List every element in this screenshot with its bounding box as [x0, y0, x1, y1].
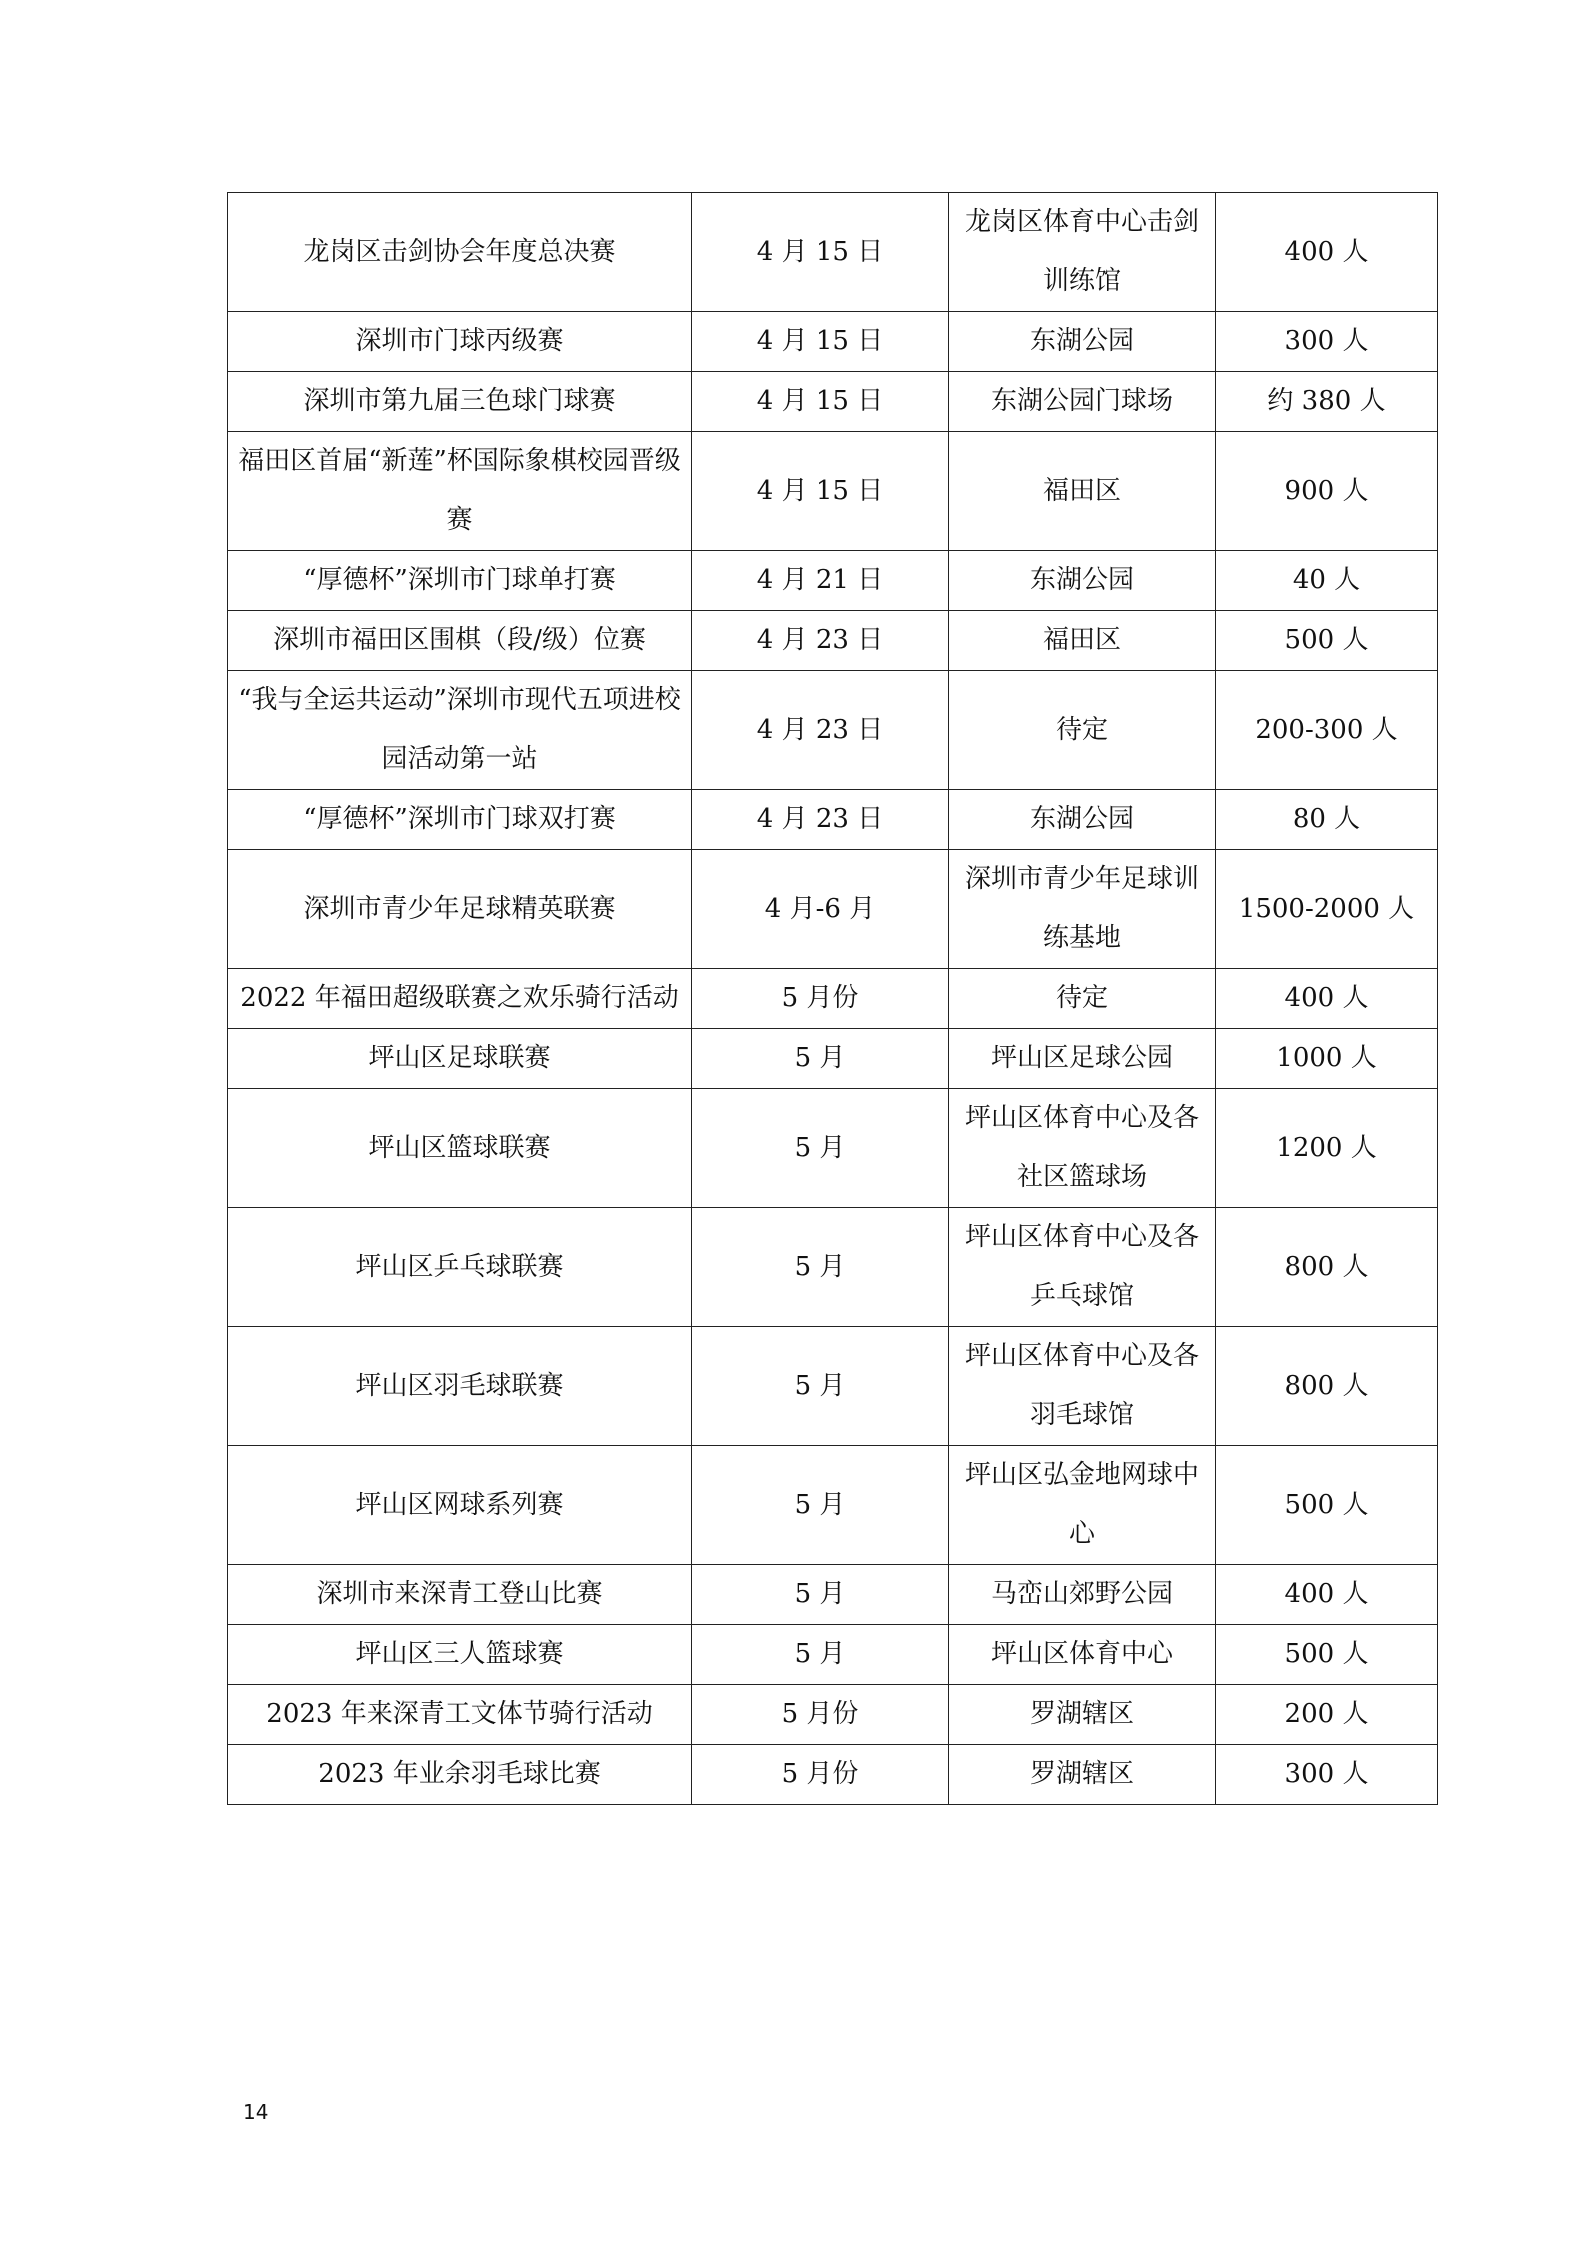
event-attendance-cell: 80 人 — [1216, 790, 1438, 850]
event-venue-cell: 东湖公园 — [949, 790, 1216, 850]
event-attendance-cell: 400 人 — [1216, 193, 1438, 312]
event-attendance-cell: 900 人 — [1216, 432, 1438, 551]
event-date-cell: 5 月份 — [692, 1745, 949, 1805]
event-name-cell: 2023 年来深青工文体节骑行活动 — [228, 1685, 692, 1745]
event-venue-cell: 龙岗区体育中心击剑训练馆 — [949, 193, 1216, 312]
table-row — [228, 1565, 1438, 1625]
event-name-cell: 深圳市福田区围棋（段/级）位赛 — [228, 611, 692, 671]
event-attendance-cell: 300 人 — [1216, 312, 1438, 372]
event-attendance-cell: 约 380 人 — [1216, 372, 1438, 432]
event-venue-cell: 福田区 — [949, 432, 1216, 551]
event-attendance-cell: 800 人 — [1216, 1327, 1438, 1446]
event-date-cell: 4 月 23 日 — [692, 611, 949, 671]
table-row — [228, 1745, 1438, 1805]
event-name-cell: 坪山区三人篮球赛 — [228, 1625, 692, 1685]
event-schedule-table — [227, 192, 1438, 1805]
event-date-cell: 4 月 15 日 — [692, 193, 949, 312]
event-venue-cell: 罗湖辖区 — [949, 1745, 1216, 1805]
event-venue-cell: 坪山区体育中心 — [949, 1625, 1216, 1685]
event-date-cell: 5 月 — [692, 1208, 949, 1327]
event-attendance-cell: 500 人 — [1216, 611, 1438, 671]
event-attendance-cell: 40 人 — [1216, 551, 1438, 611]
table-row — [228, 1208, 1438, 1327]
table-row — [228, 850, 1438, 969]
event-name-cell: 深圳市门球丙级赛 — [228, 312, 692, 372]
event-date-cell: 5 月 — [692, 1327, 949, 1446]
table-row — [228, 1625, 1438, 1685]
event-venue-cell: 坪山区弘金地网球中心 — [949, 1446, 1216, 1565]
event-date-cell: 5 月 — [692, 1565, 949, 1625]
event-name-cell: “厚德杯”深圳市门球单打赛 — [228, 551, 692, 611]
event-date-cell: 4 月 15 日 — [692, 432, 949, 551]
table-row — [228, 372, 1438, 432]
event-venue-cell: 罗湖辖区 — [949, 1685, 1216, 1745]
table-body — [228, 193, 1438, 1805]
event-venue-cell: 坪山区体育中心及各社区篮球场 — [949, 1089, 1216, 1208]
event-attendance-cell: 500 人 — [1216, 1446, 1438, 1565]
event-venue-cell: 福田区 — [949, 611, 1216, 671]
event-date-cell: 4 月 15 日 — [692, 312, 949, 372]
table-row — [228, 671, 1438, 790]
event-attendance-cell: 300 人 — [1216, 1745, 1438, 1805]
event-date-cell: 4 月 23 日 — [692, 790, 949, 850]
event-name-cell: “我与全运共运动”深圳市现代五项进校园活动第一站 — [228, 671, 692, 790]
event-venue-cell: 东湖公园门球场 — [949, 372, 1216, 432]
event-attendance-cell: 1500-2000 人 — [1216, 850, 1438, 969]
event-venue-cell: 马峦山郊野公园 — [949, 1565, 1216, 1625]
event-name-cell: 坪山区羽毛球联赛 — [228, 1327, 692, 1446]
event-venue-cell: 深圳市青少年足球训练基地 — [949, 850, 1216, 969]
event-attendance-cell: 800 人 — [1216, 1208, 1438, 1327]
event-name-cell: “厚德杯”深圳市门球双打赛 — [228, 790, 692, 850]
event-attendance-cell: 1200 人 — [1216, 1089, 1438, 1208]
event-name-cell: 龙岗区击剑协会年度总决赛 — [228, 193, 692, 312]
table-row — [228, 969, 1438, 1029]
table-row — [228, 1327, 1438, 1446]
event-venue-cell: 待定 — [949, 671, 1216, 790]
table-row — [228, 193, 1438, 312]
table-row — [228, 1029, 1438, 1089]
event-date-cell: 4 月 23 日 — [692, 671, 949, 790]
table-row — [228, 312, 1438, 372]
event-venue-cell: 坪山区体育中心及各羽毛球馆 — [949, 1327, 1216, 1446]
event-attendance-cell: 1000 人 — [1216, 1029, 1438, 1089]
event-name-cell: 2022 年福田超级联赛之欢乐骑行活动 — [228, 969, 692, 1029]
event-venue-cell: 坪山区足球公园 — [949, 1029, 1216, 1089]
event-attendance-cell: 200 人 — [1216, 1685, 1438, 1745]
event-date-cell: 5 月 — [692, 1089, 949, 1208]
event-date-cell: 4 月 15 日 — [692, 372, 949, 432]
event-name-cell: 深圳市第九届三色球门球赛 — [228, 372, 692, 432]
event-date-cell: 5 月份 — [692, 969, 949, 1029]
event-name-cell: 坪山区足球联赛 — [228, 1029, 692, 1089]
table-row — [228, 611, 1438, 671]
event-name-cell: 福田区首届“新莲”杯国际象棋校园晋级赛 — [228, 432, 692, 551]
table-row — [228, 1685, 1438, 1745]
event-venue-cell: 待定 — [949, 969, 1216, 1029]
event-date-cell: 5 月 — [692, 1029, 949, 1089]
event-venue-cell: 坪山区体育中心及各乒乓球馆 — [949, 1208, 1216, 1327]
event-attendance-cell: 200-300 人 — [1216, 671, 1438, 790]
table-row — [228, 790, 1438, 850]
event-date-cell: 5 月 — [692, 1446, 949, 1565]
event-attendance-cell: 500 人 — [1216, 1625, 1438, 1685]
event-name-cell: 坪山区乒乓球联赛 — [228, 1208, 692, 1327]
event-date-cell: 5 月份 — [692, 1685, 949, 1745]
event-date-cell: 4 月 21 日 — [692, 551, 949, 611]
event-name-cell: 深圳市来深青工登山比赛 — [228, 1565, 692, 1625]
event-name-cell: 坪山区篮球联赛 — [228, 1089, 692, 1208]
table-row — [228, 1446, 1438, 1565]
page-number: 14 — [243, 2100, 269, 2124]
event-attendance-cell: 400 人 — [1216, 1565, 1438, 1625]
event-attendance-cell: 400 人 — [1216, 969, 1438, 1029]
event-name-cell: 深圳市青少年足球精英联赛 — [228, 850, 692, 969]
event-venue-cell: 东湖公园 — [949, 551, 1216, 611]
event-date-cell: 4 月-6 月 — [692, 850, 949, 969]
table-row — [228, 432, 1438, 551]
table-row — [228, 551, 1438, 611]
table-row — [228, 1089, 1438, 1208]
event-date-cell: 5 月 — [692, 1625, 949, 1685]
event-name-cell: 坪山区网球系列赛 — [228, 1446, 692, 1565]
event-name-cell: 2023 年业余羽毛球比赛 — [228, 1745, 692, 1805]
event-venue-cell: 东湖公园 — [949, 312, 1216, 372]
